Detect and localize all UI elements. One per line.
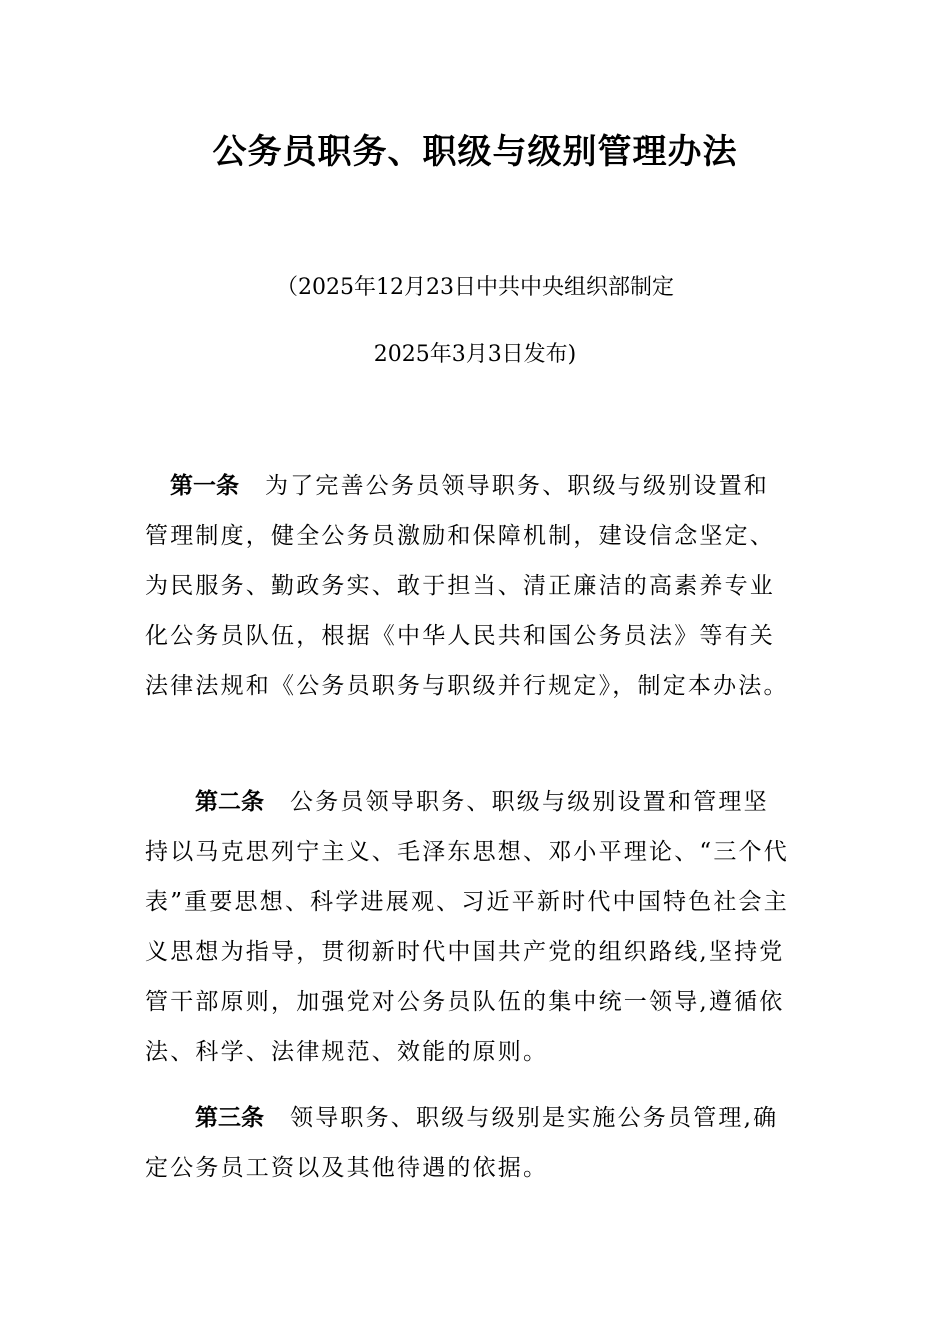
article-1-line-1: [170, 470, 769, 502]
article-1-line-5: 法律法规和《公务员职务与职级并行规定》，制定本办法。: [145, 673, 789, 699]
article-3-line-1: [195, 1102, 778, 1134]
article-2-line-5: 管干部原则，加强党对公务员队伍的集中统一领导,遵循依: [145, 989, 785, 1015]
article-3-line-2: 定公务员工资以及其他待遇的依据。: [145, 1155, 549, 1181]
article-2-text: 公务员领导职务、职级与级别设置和管理坚: [290, 789, 769, 815]
article-1-line-4: 化公务员队伍，根据《中华人民共和国公务员法》等有关: [145, 623, 775, 649]
article-3-label: 第三条: [195, 1104, 264, 1131]
article-2-label: 第二条: [195, 788, 264, 815]
article-1-label: 第一条: [170, 472, 239, 499]
article-2-line-3: 表”重要思想、科学进展观、习近平新时代中国特色社会主: [145, 889, 789, 915]
document-title: 公务员职务、职级与级别管理办法: [212, 132, 738, 172]
article-1-line-3: 为民服务、勤政务实、敢于担当、清正廉洁的高素养专业: [145, 573, 775, 599]
article-2-line-6: 法、科学、法律规范、效能的原则。: [145, 1039, 549, 1065]
article-2-line-4: 义思想为指导，贯彻新时代中国共产党的组织路线,坚持党: [145, 939, 785, 965]
article-1-text: 为了完善公务员领导职务、职级与级别设置和: [265, 473, 769, 499]
issuance-note-line-2: 2025年3月3日发布): [373, 342, 577, 367]
article-2-line-2: 持以马克思列宁主义、毛泽东思想、邓小平理论、“三个代: [145, 839, 789, 865]
article-2-line-1: [195, 786, 769, 818]
article-1-line-2: 管理制度，健全公务员激励和保障机制，建设信念坚定、: [145, 523, 775, 549]
issuance-note-line-1: （2025年12月23日中共中央组织部制定: [276, 275, 674, 300]
article-3-text: 领导职务、职级与级别是实施公务员管理,确: [290, 1105, 779, 1131]
